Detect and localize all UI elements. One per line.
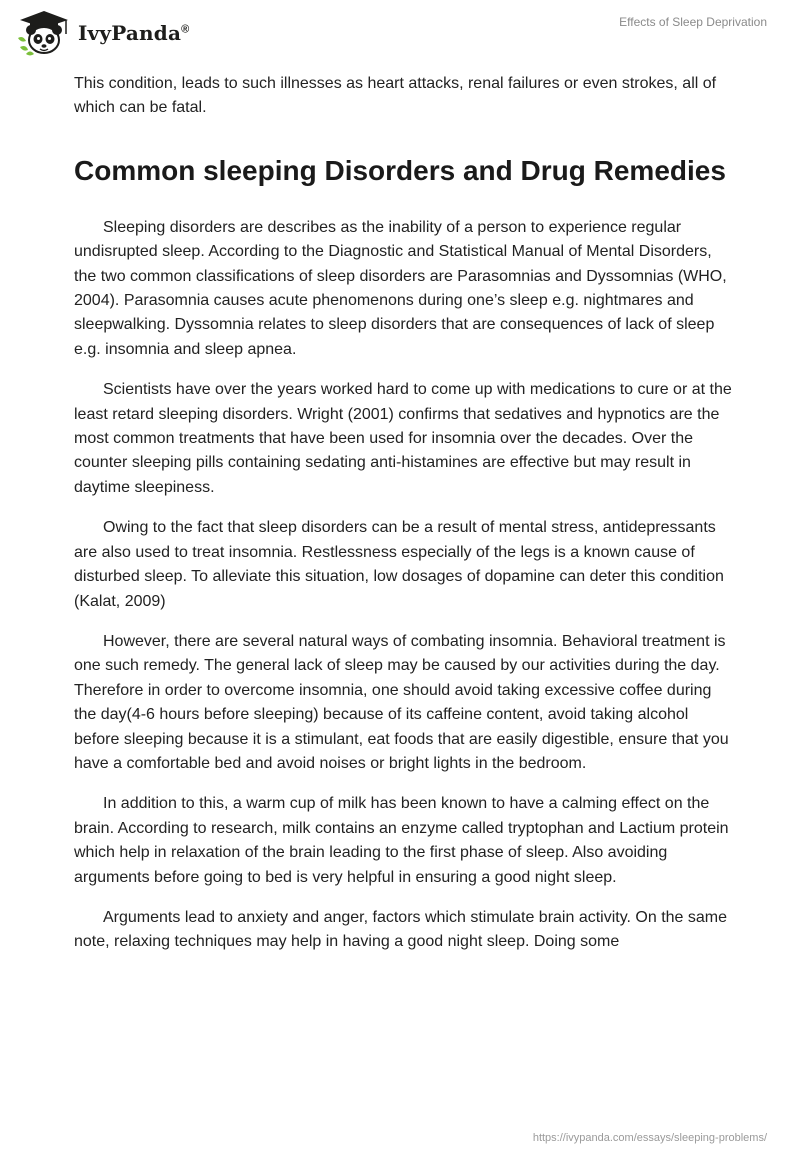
brand-name: IvyPanda®	[78, 21, 190, 45]
paragraph: In addition to this, a warm cup of milk has been known to have a calming effect on the brain. According to research, milk contains an enzyme called tryptophan and Lactium protein which help in relaxation of the brain leading to the first phase of sleep. Also avoiding arguments before going to bed is very helpful in ensuring a good night sleep.	[74, 795, 729, 886]
page-header	[0, 0, 800, 62]
paragraph: Owing to the fact that sleep disorders can be a result of mental stress, antidepressants are also used to treat insomnia. Restlessness especially of the legs is a known cause of disturbed sleep. To alleviate this situation, low dosages of dopamine can deter this condition (Kalat, 2009)	[74, 519, 724, 610]
ivypanda-logo[interactable]	[14, 8, 189, 58]
source-url-link[interactable]: https://ivypanda.com/essays/sleeping-problems/	[532, 1132, 767, 1144]
paragraph: However, there are several natural ways of combating insomnia. Behavioral treatment is one such remedy. The general lack of sleep may be caused by our activities during the day. Therefore in order to overcome insomnia, one should avoid taking excessive coffee during the day(4-6 hours before sleeping) because of its caffeine content, avoid taking alcohol before sleeping because it is a stimulant, eat foods that are easily digestible, ensure that you have a comfortable bed and avoid noises or bright lights in the bedroom.	[74, 632, 729, 772]
paragraph: Sleeping disorders are describes as the inability of a person to experience regular undisrupted sleep. According to the Diagnostic and Statistical Manual of Mental Disorders, the two common classifications of sleep disorders are Parasomnias and Dyssomnias (WHO, 2004). Parasomnia causes acute phenomenons during one’s sleep e.g. nightmares and sleepwalking. Dyssomnia relates to sleep disorders that are consequences of lack of sleep e.g. insomnia and sleep apnea.	[74, 218, 727, 358]
essay-body	[74, 72, 734, 955]
panda-graduate-icon	[14, 8, 72, 58]
paragraph: Scientists have over the years worked hard to come up with medications to cure or at the least retard sleeping disorders. Wright (2001) confirms that sedatives and hypnotics are the most common treatments that have been used for insomnia over the decades. Over the counter sleeping pills containing sedating anti-histamines are effective but may result in daytime sleepiness.	[74, 381, 732, 496]
document-title: Effects of Sleep Deprivation	[619, 15, 767, 29]
paragraph: Arguments lead to anxiety and anger, factors which stimulate brain activity. On the same note, relaxing techniques may help in having a good night sleep. Doing some	[74, 908, 728, 951]
intro-paragraph: This condition, leads to such illnesses as heart attacks, renal failures or even strokes, all of which can be fatal.	[74, 75, 717, 117]
section-heading: Common sleeping Disorders and Drug Remedies	[74, 154, 726, 186]
